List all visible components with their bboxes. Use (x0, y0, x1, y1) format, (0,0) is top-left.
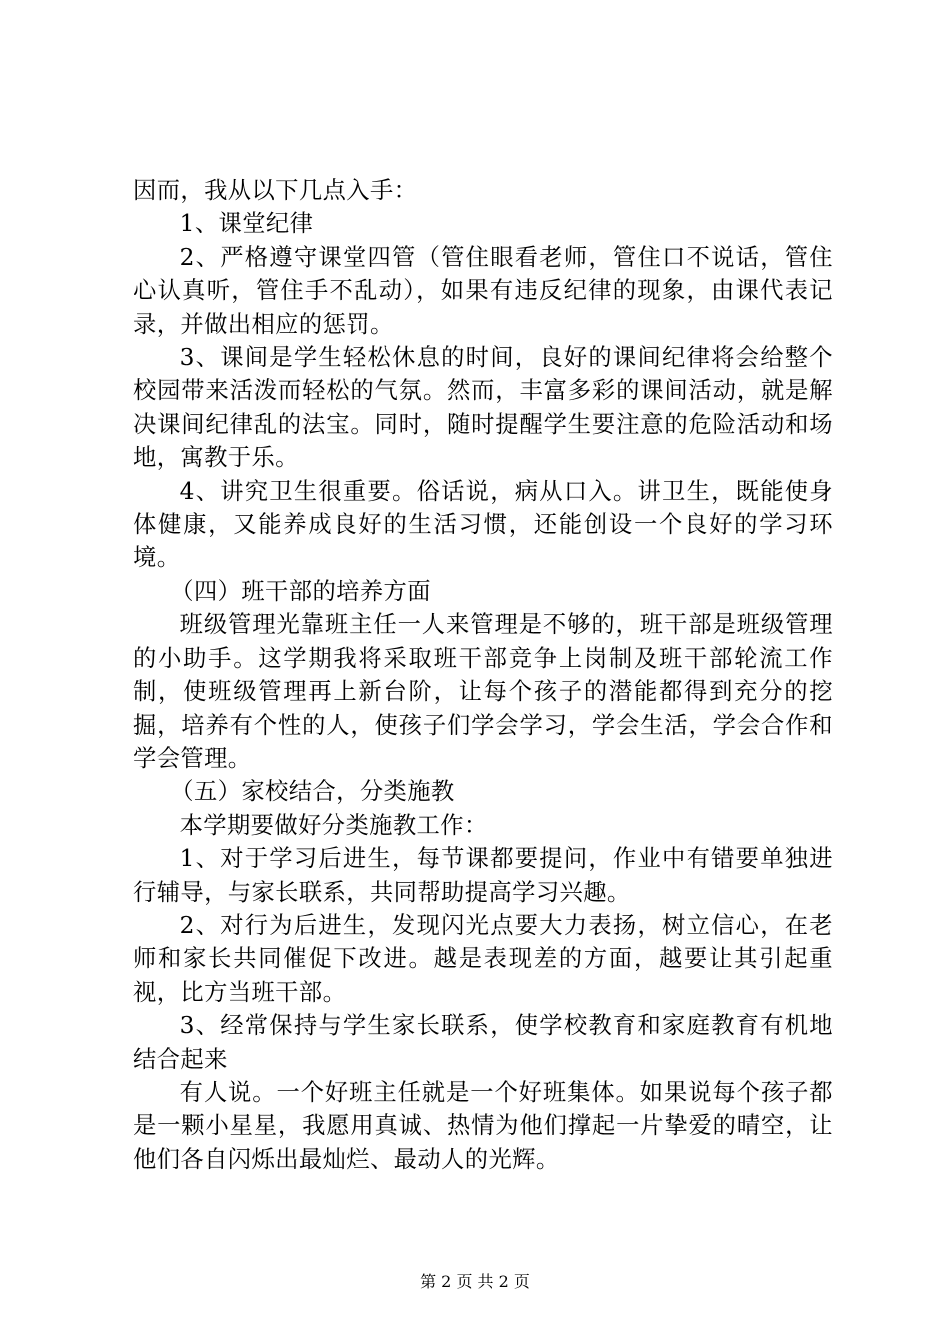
paragraph: 有人说。一个好班主任就是一个好班集体。如果说每个孩子都是一颗小星星，我愿用真诚、热情为他们撑起一片挚爱的晴空，让他们各自闪烁出最灿烂、最动人的光辉。 (133, 1078, 833, 1173)
paragraph: 3、课间是学生轻松休息的时间，良好的课间纪律将会给整个校园带来活泼而轻松的气氛。然而，丰富多彩的课间活动，就是解决课间纪律乱的法宝。同时，随时提醒学生要注意的危险活动和场地，寓教于乐。 (133, 344, 833, 472)
paragraph: 4、讲究卫生很重要。俗话说，病从口入。讲卫生，既能使身体健康，又能养成良好的生活习惯，还能创设一个良好的学习环境。 (133, 477, 833, 572)
paragraph: 班级管理光靠班主任一人来管理是不够的，班干部是班级管理的小助手。这学期我将采取班干部竞争上岗制及班干部轮流工作制，使班级管理再上新台阶，让每个孩子的潜能都得到充分的挖掘，培养有个性的人，使孩子们学会学习，学会生活，学会合作和学会管理。 (133, 611, 833, 772)
document-body (133, 174, 833, 1176)
paragraph: 3、经常保持与学生家长联系，使学校教育和家庭教育有机地结合起来 (133, 1012, 833, 1073)
paragraph: 2、严格遵守课堂四管（管住眼看老师，管住口不说话，管住心认真听，管住手不乱动），如果有违反纪律的现象，由课代表记录，并做出相应的惩罚。 (133, 243, 833, 338)
paragraph: 1、对于学习后进生，每节课都要提问，作业中有错要单独进行辅导，与家长联系，共同帮助提高学习兴趣。 (133, 845, 833, 906)
page-number-footer: 第 2 页 共 2 页 (420, 1272, 530, 1291)
section-heading: （五）家校结合，分类施教 (170, 778, 455, 806)
section-heading: （四）班干部的培养方面 (170, 577, 431, 605)
paragraph: 因而，我从以下几点入手： (133, 177, 418, 204)
paragraph: 1、课堂纪律 (179, 210, 314, 238)
paragraph: 2、对行为后进生，发现闪光点要大力表扬，树立信心，在老师和家长共同催促下改进。越是表现差的方面，越要让其引起重视，比方当班干部。 (133, 911, 833, 1006)
paragraph: 本学期要做好分类施教工作： (179, 811, 488, 839)
